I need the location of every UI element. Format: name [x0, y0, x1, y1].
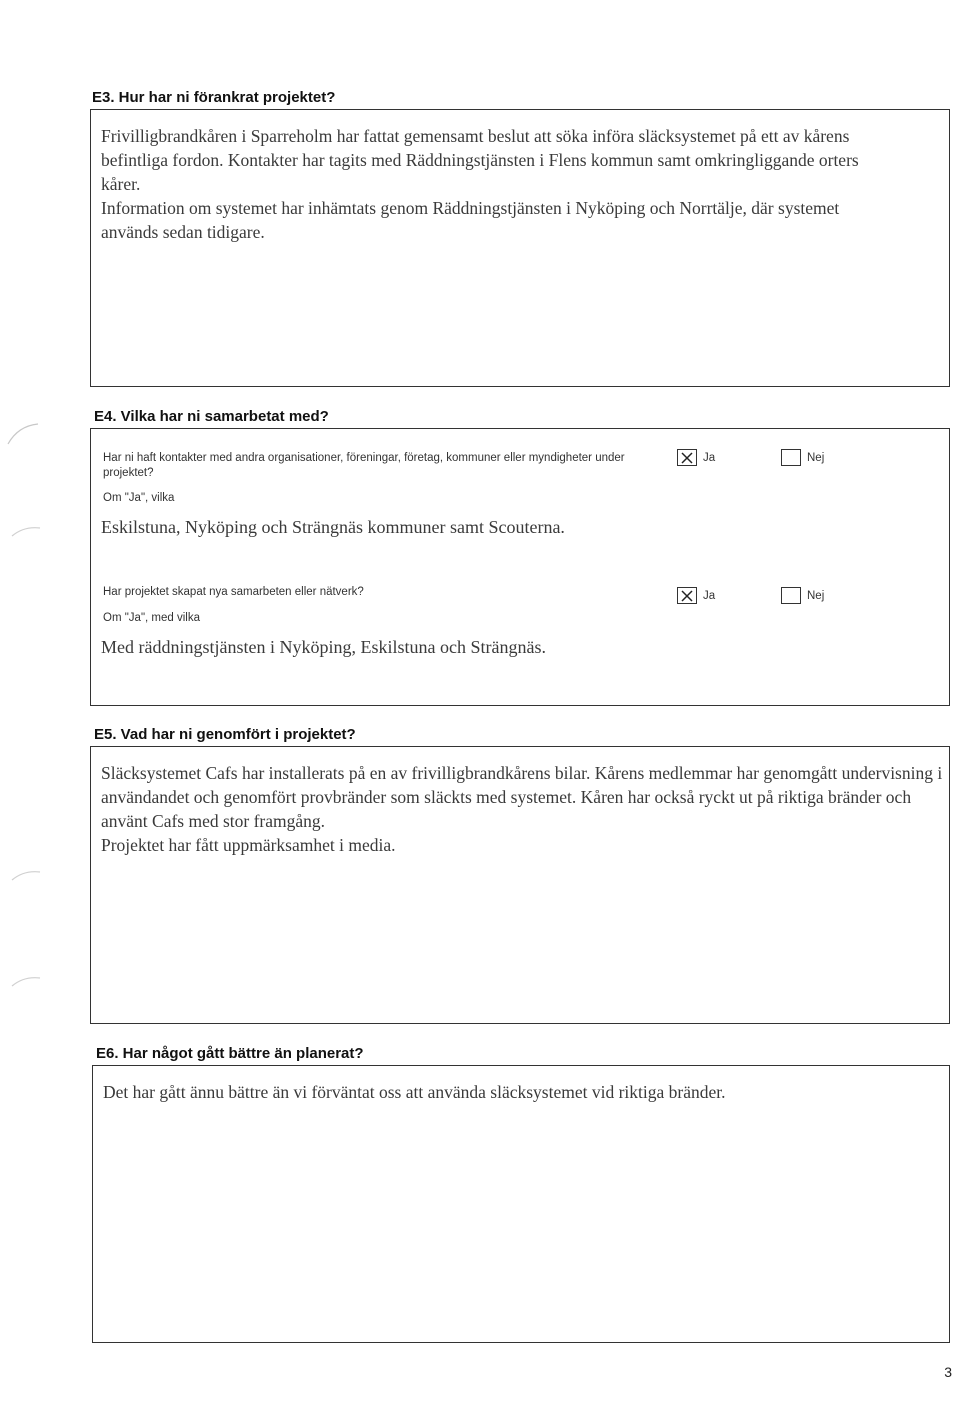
checkbox-label-yes: Ja	[703, 589, 716, 602]
answer-text-e6	[103, 1080, 923, 1104]
paragraph: Släcksystemet Cafs har installerats på en av frivilligbrandkårens bilar. Kårens medlemmar har genomgått undervisning i användandet och genomfört provbränder som släckts med systemet. Kåren har också ryckt ut på riktiga bränder och använt Cafs med stor framgång.	[101, 763, 943, 831]
followup-contacts: Om "Ja", vilka	[103, 492, 175, 504]
margin-mark	[8, 520, 48, 540]
question-new-networks: Har projektet skapat nya samarbeten eller nätverk?	[103, 586, 364, 598]
checkbox-group-contacts-yes[interactable]	[677, 449, 715, 466]
page-number: 3	[944, 1364, 952, 1380]
answer-text-e3	[101, 124, 881, 244]
answer-box-e6	[92, 1065, 950, 1343]
section-heading-e3: E3. Hur har ni förankrat projektet?	[92, 89, 336, 106]
paragraph: Frivilligbrandkåren i Sparreholm har fattat gemensamt beslut att söka införa släcksystemet på ett av kårens befintliga fordon. Kontakter har tagits med Räddningstjänsten i Flens kommun samt omkringliggande orters kårer.	[101, 126, 859, 194]
answer-text-e5	[101, 761, 947, 857]
checkbox-contacts-yes[interactable]	[677, 449, 697, 466]
section-heading-e6: E6. Har något gått bättre än planerat?	[96, 1045, 364, 1062]
answer-box-e4	[90, 428, 950, 706]
checkbox-networks-no[interactable]	[781, 587, 801, 604]
answer-box-e3	[90, 109, 950, 387]
margin-mark	[4, 418, 44, 448]
question-contacts: Har ni haft kontakter med andra organisationer, föreningar, företag, kommuner eller myndigheter under projektet?	[103, 452, 625, 479]
answer-networks: Med räddningstjänsten i Nyköping, Eskilstuna och Strängnäs.	[101, 637, 546, 657]
checkbox-networks-yes[interactable]	[677, 587, 697, 604]
check-x-icon	[680, 452, 694, 464]
margin-mark	[8, 864, 48, 884]
checkbox-group-networks-no[interactable]	[781, 587, 824, 604]
answer-contacts: Eskilstuna, Nyköping och Strängnäs kommuner samt Scouterna.	[101, 517, 565, 537]
checkbox-group-contacts-no[interactable]	[781, 449, 824, 466]
paragraph: Det har gått ännu bättre än vi förväntat oss att använda släcksystemet vid riktiga bränder.	[103, 1082, 726, 1102]
checkbox-label-no: Nej	[807, 451, 825, 464]
answer-box-e5	[90, 746, 950, 1024]
section-heading-e5: E5. Vad har ni genomfört i projektet?	[94, 726, 356, 743]
paragraph: Projektet har fått uppmärksamhet i media.	[101, 835, 396, 855]
checkbox-contacts-no[interactable]	[781, 449, 801, 466]
check-x-icon	[680, 590, 694, 602]
section-heading-e4: E4. Vilka har ni samarbetat med?	[94, 408, 329, 425]
checkbox-label-no: Nej	[807, 589, 825, 602]
margin-mark	[8, 970, 48, 990]
paragraph: Information om systemet har inhämtats genom Räddningstjänsten i Nyköping och Norrtälje, där systemet används sedan tidigare.	[101, 198, 840, 242]
checkbox-label-yes: Ja	[703, 451, 716, 464]
checkbox-group-networks-yes[interactable]	[677, 587, 715, 604]
followup-networks: Om "Ja", med vilka	[103, 612, 200, 624]
